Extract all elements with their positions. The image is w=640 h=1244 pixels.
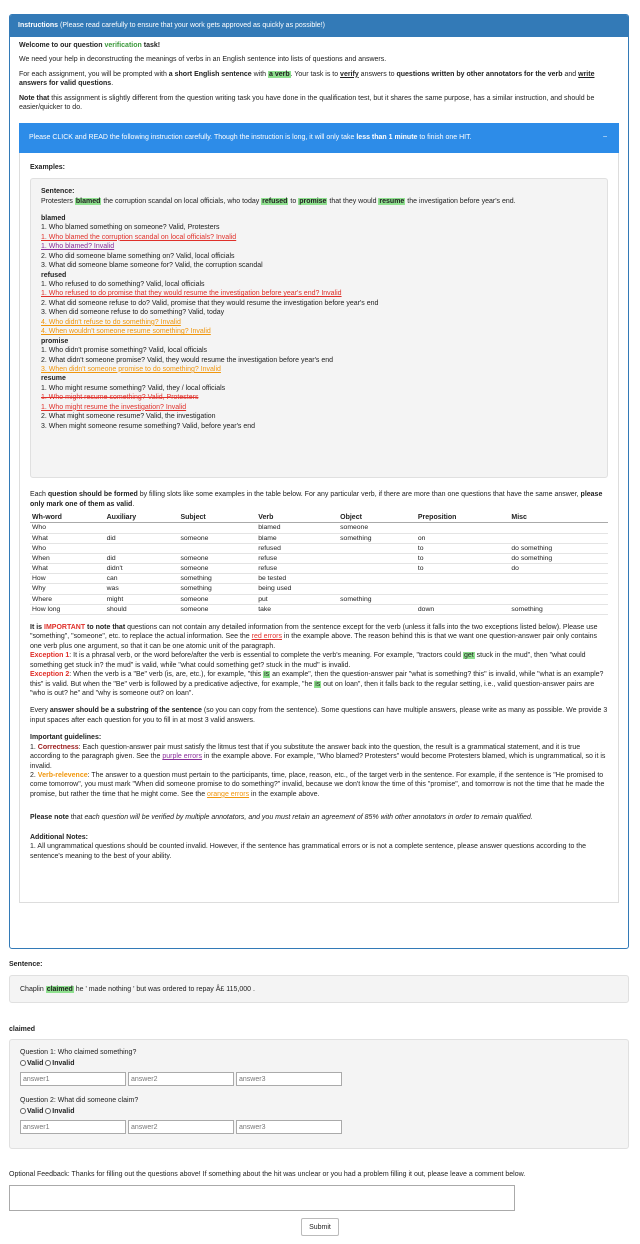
important-note: It is IMPORTANT to note that questions can not contain any detailed information from the sentence except for the verb (unless it falls into the two exceptions listed below). Please use "something", "someone", etc. to replace the actual information. See the red errors in the example above. The reason behind this is that we want one question-answer pair only contains one verb plus one argument, so that it can be one atomic unit of the paragraph.	[30, 623, 598, 650]
table-cell	[338, 543, 416, 553]
table-cell	[338, 574, 416, 584]
example-item: 2. What might someone resume? Valid, the investigation	[41, 413, 216, 421]
table-cell	[416, 594, 509, 604]
table-cell: was	[105, 584, 179, 594]
table-row	[30, 574, 608, 584]
instructions-subtitle: (Please read carefully to ensure that your work gets approved as quickly as possible!)	[58, 22, 325, 29]
example-item-red-error: 1. Who blamed the corruption scandal on local officials? Invalid	[41, 233, 237, 241]
validity-options	[20, 1059, 618, 1068]
table-cell: didn't	[105, 564, 179, 574]
table-cell: can	[105, 574, 179, 584]
table-cell: to	[416, 564, 509, 574]
sentence-label: Sentence:	[9, 961, 43, 968]
valid-radio[interactable]	[20, 1108, 26, 1114]
invalid-label: Invalid	[52, 1060, 75, 1068]
answer-substring-note: Every answer should be a substring of the sentence (so you can copy from the sentence). Some questions can have multiple answers, please write as many as possible. We provide 3 input spaces after each question for you to fill in at most 3 valid answers.	[30, 707, 608, 724]
table-cell: to	[416, 543, 509, 553]
question-text: Question 1: Who claimed something?	[20, 1049, 137, 1056]
table-row	[30, 584, 608, 594]
table-cell	[178, 543, 256, 553]
guideline-verb-relevence: 2. Verb-relevence: The answer to a question must pertain to the participants, time, place, reason, etc., of the target verb in the sentence. For example, if the sentence is "He promised to come tomorrow", you must mark "When did someone promise to do something?" invalid, because we don't know the time of this "promise", and tomorrow is not the time that he made the promise, but rather the time that he might come. See the orange errors in the example above.	[30, 772, 605, 798]
table-cell: Who	[30, 523, 105, 533]
question-text: Question 2: What did someone claim?	[20, 1096, 139, 1104]
table-cell: refuse	[256, 553, 338, 563]
table-cell: How	[30, 574, 105, 584]
table-cell	[178, 523, 256, 533]
example-item: 2. What didn't someone promise? Valid, they would resume the investigation before year's end	[41, 356, 334, 364]
table-cell	[105, 543, 179, 553]
column-header: Subject	[178, 513, 256, 523]
feedback-label: Optional Feedback: Thanks for filling out the questions above! If something about the hit was unclear or you had a problem filling it out, please leave a comment below.	[9, 1171, 526, 1178]
question-block-2	[20, 1096, 618, 1134]
valid-label: Valid	[27, 1060, 44, 1068]
table-cell: someone	[178, 553, 256, 563]
answer3-input[interactable]: answer3	[236, 1072, 342, 1086]
example-item-red-error: 1. Who refused to do promise that they would resume the investigation before year's end? Invalid	[41, 290, 342, 298]
table-cell	[509, 533, 608, 543]
example-item: 3. When did someone refuse to do something? Valid, today	[41, 309, 225, 317]
instructions-title: Instructions	[18, 22, 59, 29]
task-sentence: Chaplin claimed he ' made nothing ' but was ordered to repay Â£ 115,000 .	[9, 975, 629, 1003]
table-row	[30, 553, 608, 563]
answer1-input[interactable]: answer1	[20, 1120, 126, 1134]
table-cell: down	[416, 604, 509, 614]
validity-options	[20, 1107, 618, 1116]
table-cell: something	[178, 574, 256, 584]
table-cell: might	[105, 594, 179, 604]
example-item-red-error: 1. Who might resume something? Valid, Protesters	[41, 394, 199, 402]
instructions-panel	[9, 14, 629, 949]
column-header: Misc	[509, 513, 608, 523]
table-cell: blame	[256, 533, 338, 543]
table-cell: do something	[509, 553, 608, 563]
example-item: 3. When might someone resume something? Valid, before year's end	[41, 422, 256, 430]
table-cell	[509, 594, 608, 604]
table-cell: to	[416, 553, 509, 563]
exception-2: Exception 2: When the verb is a "Be" verb (is, are, etc.), for example, "this is an example", then the question-answer pair "what is something? this" is invalid, while "what is an example? this" is valid. But when the "Be" verb is followed by a predicative adjective, for example, "he is out on loan", then it falls back to the regular setting, i.e., valid question-answer pairs are "who is out? he" and "why is someone out? on loan".	[30, 671, 604, 697]
table-cell: put	[256, 594, 338, 604]
agreement-note: Please note that each question will be verified by multiple annotators, and you must retain an agreement of 85% with other annotators in order to remain qualified.	[30, 814, 533, 822]
example-item: 2. Who did someone blame something on? Valid, local officials	[41, 252, 235, 260]
table-row	[30, 533, 608, 543]
table-cell: someone	[178, 594, 256, 604]
verb-heading-blamed: blamed	[41, 214, 66, 222]
table-cell: should	[105, 604, 179, 614]
table-cell: someone	[178, 533, 256, 543]
table-cell: refused	[256, 543, 338, 553]
table-cell: someone	[178, 564, 256, 574]
table-cell	[338, 584, 416, 594]
example-item: 1. Who might resume something? Valid, they / local officials	[41, 384, 226, 392]
answer3-input[interactable]: answer3	[236, 1120, 342, 1134]
example-item-orange-error: 4. When wouldn't someone resume something? Invalid	[41, 328, 211, 336]
feedback-textarea[interactable]	[9, 1185, 515, 1211]
table-cell: Who	[30, 543, 105, 553]
submit-button[interactable]: Submit	[301, 1218, 339, 1236]
table-cell: someone	[178, 604, 256, 614]
table-cell: What	[30, 564, 105, 574]
example-item: 1. Who blamed something on someone? Valid, Protesters	[41, 224, 220, 232]
table-row	[30, 604, 608, 614]
slot-table	[30, 513, 608, 615]
example-item-orange-error: 4. Who didn't refuse to do something? Invalid	[41, 318, 181, 326]
table-cell: being used	[256, 584, 338, 594]
example-sentence: Protesters blamed the corruption scandal on local officials, who today refused to promise that they would resume the investigation before year's end.	[41, 197, 516, 205]
verb-label: claimed	[9, 1026, 36, 1033]
questions-box	[9, 1039, 629, 1149]
table-row	[30, 564, 608, 574]
table-cell: Where	[30, 594, 105, 604]
answer1-input[interactable]: answer1	[20, 1072, 126, 1086]
table-cell: something	[509, 604, 608, 614]
table-row	[30, 594, 608, 604]
column-header: Wh-word	[30, 513, 105, 523]
table-cell	[338, 553, 416, 563]
table-cell: be tested	[256, 574, 338, 584]
table-cell: take	[256, 604, 338, 614]
example-sentence-label: Sentence:	[41, 188, 75, 196]
intro-paragraph-1: We need your help in deconstructing the meanings of verbs in an English sentence into lists of questions and answers.	[19, 56, 387, 64]
example-item: 2. What did someone refuse to do? Valid, promise that they would resume the investigation before year's end	[41, 299, 379, 307]
table-cell: someone	[338, 523, 416, 533]
additional-notes-title: Additional Notes:	[30, 833, 88, 841]
intro-section	[10, 37, 628, 907]
verb-heading-resume: resume	[41, 375, 66, 383]
column-header: Preposition	[416, 513, 509, 523]
table-row	[30, 523, 608, 533]
example-item: 1. Who refused to do something? Valid, local officials	[41, 281, 205, 288]
example-item-purple-error: 1. Who blamed? Invalid	[41, 243, 115, 251]
table-cell: something	[338, 594, 416, 604]
table-cell: Why	[30, 584, 105, 594]
table-cell: do something	[509, 543, 608, 553]
table-cell	[416, 523, 509, 533]
table-cell: did	[105, 553, 179, 563]
column-header: Object	[338, 513, 416, 523]
instructions-header	[10, 15, 628, 37]
verb-heading-promise: promise	[41, 337, 69, 345]
table-cell: refuse	[256, 564, 338, 574]
slots-intro: Each question should be formed by filling slots like some examples in the table below. For any particular verb, if there are more than one questions that have the same answer, please only mark one of them as valid.	[30, 491, 603, 508]
table-cell: What	[30, 533, 105, 543]
instruction-details	[19, 153, 619, 903]
column-header: Auxiliary	[105, 513, 179, 523]
answer2-input[interactable]: answer2	[128, 1072, 234, 1086]
table-cell	[105, 523, 179, 533]
table-row	[30, 543, 608, 553]
invalid-radio[interactable]	[45, 1108, 51, 1114]
instruction-toggle-bar[interactable]: Please CLICK and READ the following instruction carefully. Though the instruction is long, it will only take less than 1 minute to finish one HIT. –	[19, 123, 619, 153]
table-cell: blamed	[256, 523, 338, 533]
exception-1: Exception 1: It is a phrasal verb, or the word before/after the verb is essential to complete the verb's meaning. For example, "tractors could get stuck in the mud", then "what could something get stuck in? the mud" is valid, while "what could something get? stuck in the mud" is invalid.	[30, 652, 586, 669]
collapse-icon[interactable]: –	[603, 132, 607, 140]
example-item-red-error: 1. Who might resume the investigation? Invalid	[41, 403, 187, 411]
note-paragraph: Note that this assignment is slightly different from the question writing task you have done in the qualification test, but it shares the same purpose, has a similar instruction, and should be easier/quicker to do.	[19, 94, 595, 112]
table-cell: something	[178, 584, 256, 594]
example-item: 3. What did someone blame someone for? Valid, the corruption scandal	[41, 262, 263, 270]
example-item: 1. Who didn't promise something? Valid, local officials	[41, 347, 208, 355]
invalid-label: Invalid	[52, 1108, 75, 1116]
answer2-input[interactable]: answer2	[128, 1120, 234, 1134]
table-cell	[416, 584, 509, 594]
table-cell	[509, 523, 608, 533]
guideline-correctness: 1. Correctness: Each question-answer pair must satisfy the litmus test that if you substitute the answer back into the question, the result is a grammatical statement, and it is true according to the paragraph given. See the purple errors in the example above. For example, "Who blamed? Protesters" would become Protesters blamed, which is ungrammatical, so it is invalid.	[30, 743, 606, 770]
example-item-orange-error: 3. When didn't someone promise to do something? Invalid	[41, 365, 221, 373]
intro-paragraph-2: For each assignment, you will be prompted with a short English sentence with a verb. Your task is to verify answers to questions written by other annotators for the verb and write answers for valid questions.	[19, 70, 595, 88]
verb-heading-refused: refused	[41, 271, 67, 279]
valid-label: Valid	[27, 1108, 44, 1116]
additional-notes-text: 1. All ungrammatical questions should be counted invalid. However, if the sentence has grammatical errors or is not a complete sentence, please answer questions according to the sentence's meaning to the best of your ability.	[30, 843, 587, 860]
table-cell: something	[338, 533, 416, 543]
table-cell: do	[509, 564, 608, 574]
table-cell: How long	[30, 604, 105, 614]
invalid-radio[interactable]	[45, 1060, 51, 1066]
column-header: Verb	[256, 513, 338, 523]
table-cell	[338, 604, 416, 614]
table-cell: did	[105, 533, 179, 543]
table-cell: on	[416, 533, 509, 543]
welcome-line: Welcome to our question verification task!	[19, 42, 161, 49]
question-block-1	[20, 1048, 618, 1086]
table-cell	[416, 574, 509, 584]
guidelines-title: Important guidelines:	[30, 734, 102, 742]
examples-box	[30, 178, 608, 478]
table-cell	[338, 564, 416, 574]
table-cell	[509, 574, 608, 584]
table-cell	[509, 584, 608, 594]
valid-radio[interactable]	[20, 1060, 26, 1066]
examples-title: Examples:	[30, 163, 66, 171]
table-cell: When	[30, 553, 105, 563]
